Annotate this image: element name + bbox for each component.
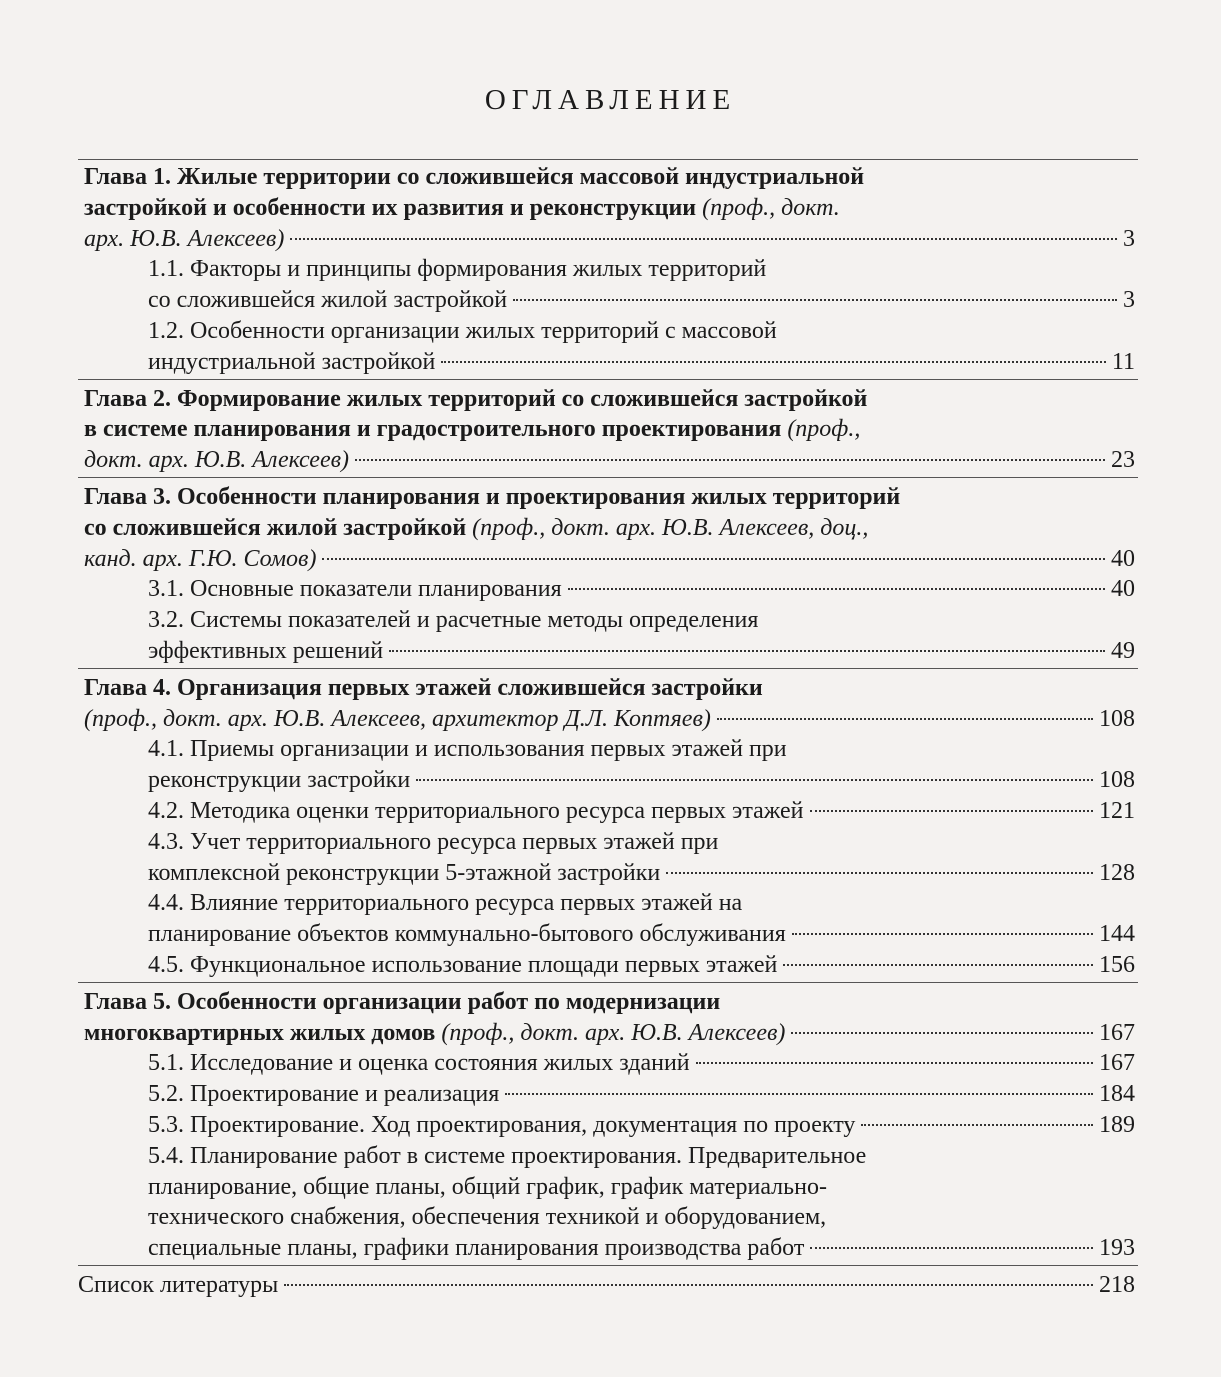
section-entry-text (148, 950, 777, 981)
entry-text: планирование объектов коммунально-бытового обслуживания (148, 921, 786, 948)
section-entry-row (148, 347, 1135, 378)
page-number: 184 (1099, 1081, 1135, 1108)
chapter-entry-row (84, 445, 1135, 476)
chapter-3 (0, 482, 1221, 667)
page-number: 108 (1099, 767, 1135, 794)
section-entry-row (148, 950, 1135, 981)
section-entry-text (148, 919, 786, 950)
section-entry-text (148, 1233, 804, 1264)
references-entry-text (78, 1270, 278, 1301)
chapter-heading-line-text: Глава 3. Особенности планирования и проектирования жилых территорий (84, 483, 901, 510)
entry-text: эффективных решений (148, 637, 384, 664)
entry-text: реконструкции застройки (148, 767, 411, 794)
section-line (148, 254, 1135, 285)
section-entry-row (148, 636, 1135, 667)
chapter-heading-line (84, 384, 1135, 415)
section-line (148, 1141, 1135, 1172)
page-number: 128 (1099, 859, 1135, 886)
chapter-title: застройкой и особенности их развития и реконструкции (84, 194, 697, 221)
divider-rule (78, 982, 1138, 983)
author-credit: арх. Ю.В. Алексеев) (84, 225, 285, 252)
section-line (148, 316, 1135, 347)
references-entry[interactable] (78, 1270, 1135, 1301)
section-entry[interactable] (148, 858, 1135, 889)
divider-rule (78, 668, 1138, 669)
chapter-entry[interactable] (84, 224, 1135, 255)
section-entry[interactable] (148, 285, 1135, 316)
chapter-heading-text (84, 416, 860, 442)
chapter-heading-line-text: Глава 2. Формирование жилых территорий со сложившейся застройкой (84, 385, 868, 412)
chapter-heading-line-text: Глава 5. Особенности организации работ по модернизации (84, 988, 721, 1015)
chapter-heading-line (84, 987, 1135, 1018)
dot-leader (505, 1093, 1093, 1095)
entry-text: многоквартирных жилых домов (84, 1019, 442, 1046)
section-entry-row (148, 1048, 1135, 1079)
dot-leader (861, 1124, 1093, 1126)
divider-rule (78, 477, 1138, 478)
chapter-heading-line (84, 193, 1135, 224)
section-entry-text (148, 765, 410, 796)
section-line (148, 1172, 1135, 1203)
chapter-entry-text (84, 704, 711, 735)
section-line-text: 4.4. Влияние территориального ресурса первых этажей на (148, 890, 743, 917)
section-entry[interactable] (148, 1110, 1135, 1141)
chapter-heading-line-text: Глава 4. Организация первых этажей сложившейся застройки (84, 674, 763, 701)
chapter-2 (0, 384, 1221, 476)
entry-text: 5.1. Исследование и оценка состояния жилых зданий (148, 1050, 690, 1077)
divider-rule (78, 159, 1138, 160)
chapter-entry-text (84, 1018, 785, 1049)
chapter-entry-row (84, 1018, 1135, 1049)
section-entry-row (148, 285, 1135, 316)
section-entry-row (148, 1233, 1135, 1264)
section-line-text: 4.1. Приемы организации и использования первых этажей при (148, 736, 787, 763)
page-title: ОГЛАВЛЕНИЕ (484, 84, 737, 116)
section-line-text: 4.3. Учет территориального ресурса первых этажей при (148, 828, 719, 855)
chapter-1 (0, 162, 1221, 378)
page-number: 40 (1111, 576, 1135, 603)
chapter-entry[interactable] (84, 704, 1135, 735)
chapter-heading-line (84, 162, 1135, 193)
chapter-entry-row (84, 704, 1135, 735)
dot-leader (791, 1032, 1093, 1034)
entry-text: 5.3. Проектирование. Ход проектирования, документация по проекту (148, 1111, 856, 1138)
dot-leader (513, 299, 1117, 301)
chapter-heading-text (84, 515, 868, 541)
section-line (148, 827, 1135, 858)
entry-text: 3.1. Основные показатели планирования (148, 576, 562, 603)
section-entry[interactable] (148, 919, 1135, 950)
section-entry-row (148, 1110, 1135, 1141)
section-entry[interactable] (148, 347, 1135, 378)
dot-leader (389, 650, 1105, 652)
chapter-heading-line-text: Глава 1. Жилые территории со сложившейся массовой индустриальной (84, 164, 865, 190)
author-credit: (проф., докт. (702, 194, 840, 221)
dot-leader (792, 933, 1093, 935)
section-line-text: 1.2. Особенности организации жилых территорий с массовой (148, 317, 777, 344)
page-number: 193 (1099, 1235, 1135, 1262)
entry-text: комплексной реконструкции 5-этажной застройки (148, 859, 661, 886)
page-number: 11 (1111, 348, 1135, 375)
section-entry-row (148, 1079, 1135, 1110)
dot-leader (322, 558, 1105, 560)
chapter-heading-line (84, 482, 1135, 513)
dot-leader (441, 361, 1106, 363)
table-of-contents (0, 162, 1221, 1301)
entry-text: индустриальной застройкой (148, 348, 436, 375)
section-entry-text (148, 1079, 499, 1110)
page-number: 108 (1099, 705, 1135, 732)
section-line-text: 5.4. Планирование работ в системе проектирования. Предварительное (148, 1142, 867, 1169)
section-entry[interactable] (148, 796, 1135, 827)
chapter-entry-row (84, 224, 1135, 255)
section-entry-text (148, 574, 562, 605)
author-credit: докт. арх. Ю.В. Алексеев) (84, 447, 350, 474)
chapter-entry-text (84, 445, 349, 476)
divider-rule (78, 379, 1138, 380)
section-line-text: технического снабжения, обеспечения техникой и оборудованием, (148, 1204, 827, 1231)
entry-text: Список литературы (78, 1271, 279, 1298)
dot-leader (416, 779, 1093, 781)
section-entry[interactable] (148, 636, 1135, 667)
entry-text: специальные планы, графики планирования производства работ (148, 1235, 805, 1262)
page-number: 3 (1123, 225, 1135, 252)
page-number: 189 (1099, 1111, 1135, 1138)
section-entry[interactable] (148, 1079, 1135, 1110)
chapter-heading-line (84, 513, 1135, 544)
dot-leader (290, 238, 1117, 240)
author-credit: канд. арх. Г.Ю. Сомов) (84, 545, 317, 572)
chapter-heading-line (84, 414, 1135, 445)
section-entry-text (148, 1110, 855, 1141)
entry-text: со сложившейся жилой застройкой (148, 287, 508, 314)
page-number: 121 (1099, 797, 1135, 824)
section-entry[interactable] (148, 1233, 1135, 1264)
section-entry-text (148, 636, 383, 667)
dot-leader (717, 718, 1093, 720)
dot-leader (783, 964, 1093, 966)
references-entry-row (78, 1270, 1135, 1301)
section-entry-row (148, 858, 1135, 889)
dot-leader (284, 1284, 1093, 1286)
entry-text: 4.2. Методика оценки территориального ресурса первых этажей (148, 797, 804, 824)
section-entry-row (148, 796, 1135, 827)
author-credit: (проф., докт. арх. Ю.В. Алексеев, доц., (472, 514, 869, 541)
dot-leader (568, 588, 1105, 590)
section-entry-row (148, 765, 1135, 796)
section-entry-text (148, 796, 804, 827)
section-entry-text (148, 1048, 690, 1079)
section-line (148, 734, 1135, 765)
section-line-text: 3.2. Системы показателей и расчетные методы определения (148, 607, 759, 634)
chapter-heading-line (84, 673, 1135, 704)
page-number: 218 (1099, 1271, 1135, 1298)
chapter-entry[interactable] (84, 445, 1135, 476)
entry-text: 4.5. Функциональное использование площади первых этажей (148, 951, 778, 978)
section-entry[interactable] (148, 574, 1135, 605)
section-line (148, 1202, 1135, 1233)
page-number: 144 (1099, 921, 1135, 948)
dot-leader (666, 872, 1093, 874)
dot-leader (696, 1062, 1093, 1064)
dot-leader (810, 810, 1093, 812)
chapter-entry-row (84, 544, 1135, 575)
dot-leader (355, 459, 1105, 461)
section-line (148, 888, 1135, 919)
chapter-5 (0, 987, 1221, 1264)
section-entry[interactable] (148, 1048, 1135, 1079)
chapter-4 (0, 673, 1221, 981)
section-entry-row (148, 919, 1135, 950)
section-line-text: 1.1. Факторы и принципы формирования жилых территорий (148, 256, 767, 283)
dot-leader (810, 1247, 1093, 1249)
section-line-text: планирование, общие планы, общий график, график материально- (148, 1173, 827, 1200)
chapter-title: со сложившейся жилой застройкой (84, 514, 467, 541)
author-credit: (проф., докт. арх. Ю.В. Алексеев, архитектор Д.Л. Коптяев) (84, 705, 711, 732)
section-entry-text (148, 285, 507, 316)
chapter-entry[interactable] (84, 544, 1135, 575)
section-entry-text (148, 858, 660, 889)
divider-rule (78, 1265, 1138, 1266)
page-number: 167 (1099, 1019, 1135, 1046)
chapter-title: в системе планирования и градостроительного проектирования (84, 416, 782, 443)
page-number: 49 (1111, 637, 1135, 664)
chapter-entry-text (84, 224, 284, 255)
section-entry[interactable] (148, 765, 1135, 796)
chapter-entry[interactable] (84, 1018, 1135, 1049)
page-number: 3 (1123, 287, 1135, 314)
page-number: 40 (1111, 545, 1135, 572)
chapter-entry-text (84, 544, 316, 575)
entry-text: 5.2. Проектирование и реализация (148, 1081, 500, 1108)
section-entry-row (148, 574, 1135, 605)
author-credit: (проф., (787, 416, 861, 443)
section-line (148, 605, 1135, 636)
section-entry[interactable] (148, 950, 1135, 981)
author-credit: (проф., докт. арх. Ю.В. Алексеев) (441, 1019, 786, 1046)
page-number: 23 (1111, 447, 1135, 474)
chapter-heading-text (84, 195, 840, 221)
page-number: 156 (1099, 951, 1135, 978)
section-entry-text (148, 347, 435, 378)
page-number: 167 (1099, 1050, 1135, 1077)
